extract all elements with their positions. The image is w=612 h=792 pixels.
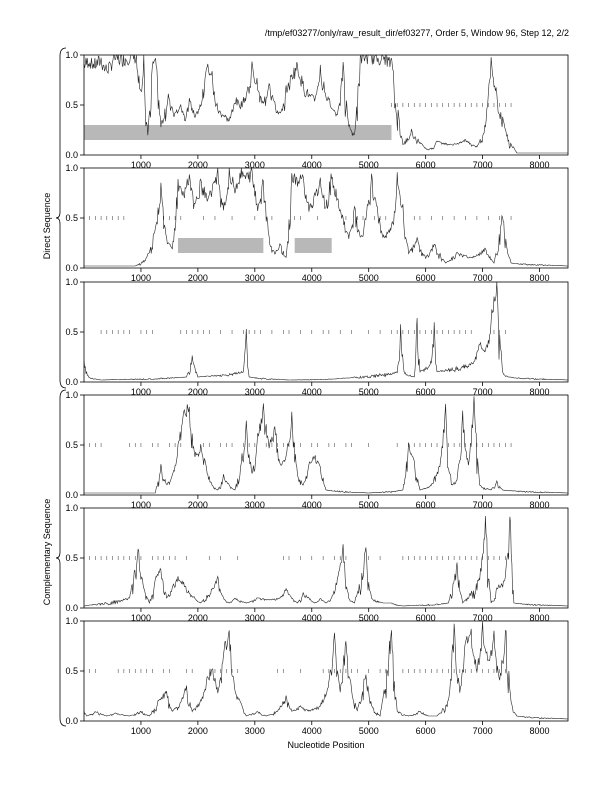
x-tick-label: 3000 (244, 160, 265, 170)
signal-line (84, 396, 568, 493)
x-tick-label: 1000 (130, 387, 151, 397)
direct-sequence-label: Direct Sequence (42, 192, 52, 260)
y-tick-label: 0.0 (65, 150, 78, 160)
x-tick-label: 2000 (187, 160, 208, 170)
y-tick-label: 0.0 (65, 716, 78, 726)
x-tick-label: 6000 (415, 726, 436, 736)
y-tick-label: 1.0 (65, 163, 78, 173)
y-tick-label: 0.5 (65, 440, 78, 450)
shaded-region (178, 238, 263, 253)
x-tick-label: 8000 (529, 726, 550, 736)
x-tick-label: 3000 (244, 500, 265, 510)
complementary-sequence-label: Complementary Sequence (42, 498, 52, 606)
y-tick-label: 1.0 (65, 277, 78, 287)
panel-3 (65, 277, 568, 397)
panel-5 (65, 503, 568, 623)
x-tick-label: 5000 (358, 726, 379, 736)
panel-2 (65, 163, 568, 283)
x-tick-label: 1000 (130, 500, 151, 510)
x-tick-label: 5000 (358, 387, 379, 397)
y-tick-label: 0.0 (65, 263, 78, 273)
x-tick-label: 6000 (415, 160, 436, 170)
y-tick-label: 0.5 (65, 213, 78, 223)
x-tick-label: 6000 (415, 273, 436, 283)
y-tick-label: 0.5 (65, 666, 78, 676)
shaded-region (295, 238, 332, 253)
x-tick-label: 5000 (358, 613, 379, 623)
x-axis-label: Nucleotide Position (287, 740, 365, 750)
panel-frame (84, 508, 568, 608)
x-tick-label: 3000 (244, 613, 265, 623)
x-tick-label: 7000 (472, 613, 493, 623)
x-tick-label: 8000 (529, 387, 550, 397)
chart-header: /tmp/ef03277/only/raw_result_dir/ef03277, Order 5, Window 96, Step 12, 2/2 (264, 28, 569, 38)
signal-line (84, 622, 568, 720)
x-tick-label: 5000 (358, 160, 379, 170)
y-tick-label: 1.0 (65, 503, 78, 513)
y-tick-label: 1.0 (65, 50, 78, 60)
x-tick-label: 3000 (244, 387, 265, 397)
x-tick-label: 6000 (415, 500, 436, 510)
panels (65, 50, 568, 736)
x-tick-label: 7000 (472, 387, 493, 397)
x-tick-label: 5000 (358, 500, 379, 510)
x-tick-label: 2000 (187, 387, 208, 397)
x-tick-label: 1000 (130, 613, 151, 623)
x-tick-label: 7000 (472, 726, 493, 736)
x-tick-label: 2000 (187, 273, 208, 283)
panel-frame (84, 395, 568, 495)
x-tick-label: 4000 (301, 613, 322, 623)
y-tick-label: 1.0 (65, 616, 78, 626)
shaded-region (84, 125, 391, 140)
x-tick-label: 4000 (301, 273, 322, 283)
x-tick-label: 4000 (301, 500, 322, 510)
x-tick-label: 2000 (187, 726, 208, 736)
panel-frame (84, 282, 568, 382)
panel-frame (84, 621, 568, 721)
x-tick-label: 8000 (529, 273, 550, 283)
y-tick-label: 0.5 (65, 100, 78, 110)
x-tick-label: 3000 (244, 726, 265, 736)
x-tick-label: 7000 (472, 500, 493, 510)
x-tick-label: 7000 (472, 273, 493, 283)
x-tick-label: 6000 (415, 613, 436, 623)
x-tick-label: 2000 (187, 613, 208, 623)
x-tick-label: 1000 (130, 273, 151, 283)
x-tick-label: 3000 (244, 273, 265, 283)
y-tick-label: 0.0 (65, 603, 78, 613)
y-tick-label: 0.0 (65, 377, 78, 387)
x-tick-label: 1000 (130, 726, 151, 736)
y-tick-label: 1.0 (65, 390, 78, 400)
y-tick-label: 0.5 (65, 553, 78, 563)
signal-line (84, 282, 568, 380)
x-tick-label: 1000 (130, 160, 151, 170)
x-tick-label: 2000 (187, 500, 208, 510)
panel-1 (65, 50, 568, 170)
y-tick-label: 0.5 (65, 327, 78, 337)
x-tick-label: 8000 (529, 500, 550, 510)
panel-4 (65, 390, 568, 510)
y-tick-label: 0.0 (65, 490, 78, 500)
x-tick-label: 5000 (358, 273, 379, 283)
signal-line (84, 516, 568, 606)
x-tick-label: 7000 (472, 160, 493, 170)
x-tick-label: 6000 (415, 387, 436, 397)
x-tick-label: 4000 (301, 160, 322, 170)
panel-6 (65, 616, 568, 736)
x-tick-label: 4000 (301, 726, 322, 736)
x-tick-label: 8000 (529, 160, 550, 170)
x-tick-label: 4000 (301, 387, 322, 397)
x-tick-label: 8000 (529, 613, 550, 623)
